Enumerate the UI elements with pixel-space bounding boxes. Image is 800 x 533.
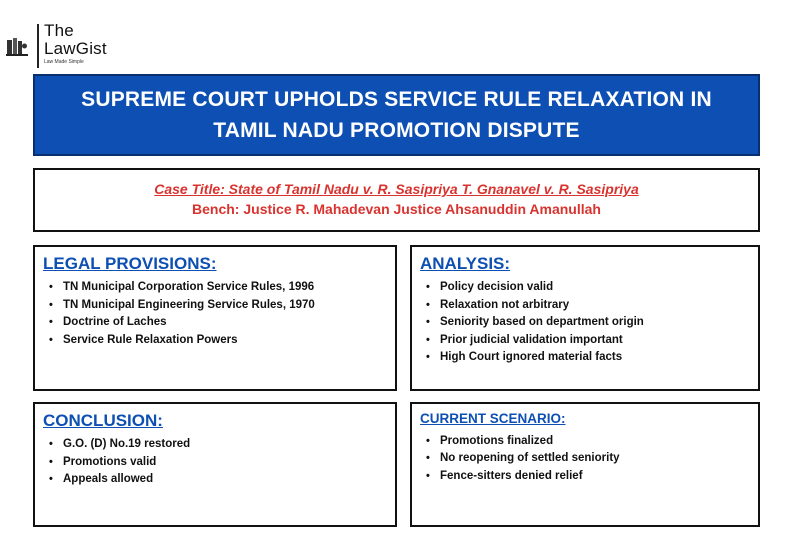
list-item: • Doctrine of Laches (43, 314, 387, 332)
logo-tagline: Law Made Simple (44, 59, 84, 65)
list-item: • TN Municipal Engineering Service Rules, 1970 (43, 297, 387, 315)
list-item: • High Court ignored material facts (420, 349, 750, 367)
current-scenario-card (410, 402, 760, 527)
list-item: • No reopening of settled seniority (420, 450, 750, 468)
list-item: • Service Rule Relaxation Powers (43, 332, 387, 350)
brand-logo (6, 22, 126, 72)
list-item: • Prior judicial validation important (420, 332, 750, 350)
conclusion-list (43, 436, 387, 489)
analysis-list (420, 279, 750, 367)
logo-divider (37, 24, 39, 68)
case-info-box (33, 168, 760, 232)
list-item: • Policy decision valid (420, 279, 750, 297)
list-item: • TN Municipal Corporation Service Rules, 1996 (43, 279, 387, 297)
current-scenario-list (420, 433, 750, 486)
legal-provisions-card (33, 245, 397, 391)
case-bench: Bench: Justice R. Mahadevan Justice Ahsanuddin Amanullah (192, 201, 601, 217)
list-item: • Relaxation not arbitrary (420, 297, 750, 315)
list-item: • Fence-sitters denied relief (420, 468, 750, 486)
headline-title: SUPREME COURT UPHOLDS SERVICE RULE RELAXATION IN TAMIL NADU PROMOTION DISPUTE (81, 88, 712, 142)
case-title: Case Title: State of Tamil Nadu v. R. Sasipriya T. Gnanavel v. R. Sasipriya (154, 181, 639, 197)
list-item: • Promotions valid (43, 454, 387, 472)
logo-wordmark-the: The (44, 21, 74, 40)
library-book-icon (6, 36, 28, 56)
current-scenario-heading: CURRENT SCENARIO: (420, 411, 566, 426)
list-item: • Promotions finalized (420, 433, 750, 451)
legal-provisions-heading: LEGAL PROVISIONS: (43, 254, 217, 273)
headline-banner (33, 74, 760, 156)
list-item: • G.O. (D) No.19 restored (43, 436, 387, 454)
conclusion-heading: CONCLUSION: (43, 411, 163, 430)
analysis-heading: ANALYSIS: (420, 254, 511, 273)
list-item: • Appeals allowed (43, 471, 387, 489)
logo-wordmark-lawgist: LawGist (44, 39, 107, 58)
analysis-card (410, 245, 760, 391)
conclusion-card (33, 402, 397, 527)
list-item: • Seniority based on department origin (420, 314, 750, 332)
legal-provisions-list (43, 279, 387, 349)
